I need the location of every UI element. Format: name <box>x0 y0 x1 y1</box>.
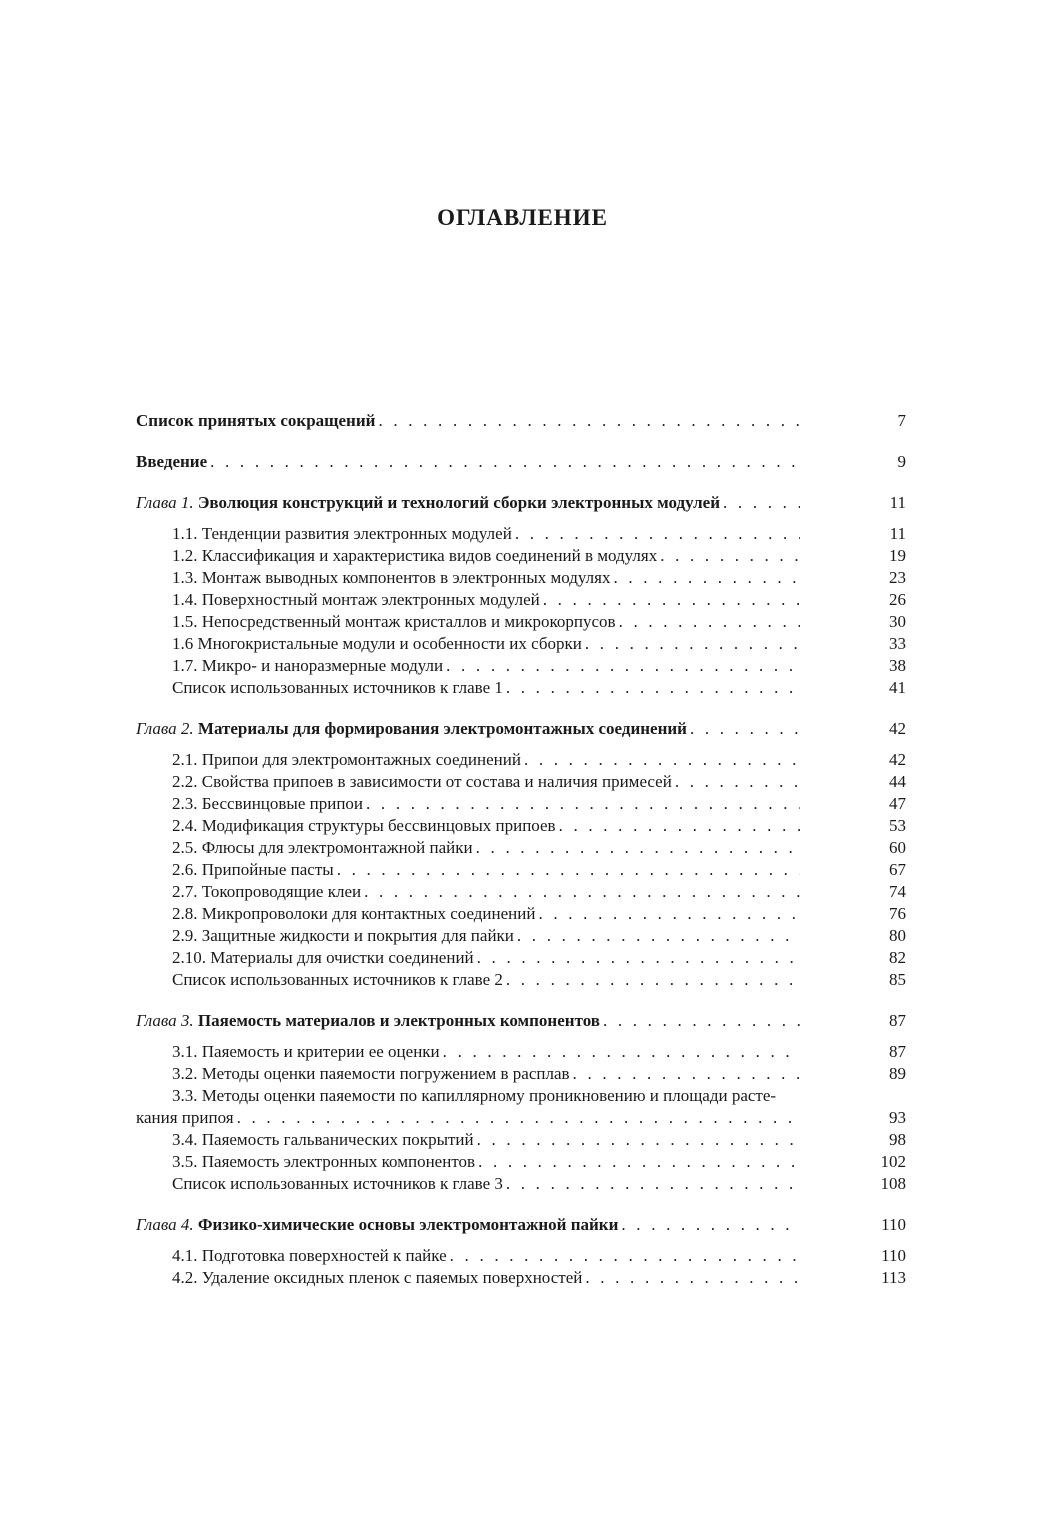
leader-dots <box>476 837 800 859</box>
toc-page-number: 93 <box>889 1108 906 1127</box>
toc-section-label: 2.1. Припои для электромонтажных соединений <box>172 750 521 769</box>
toc-page-number: 110 <box>881 1215 906 1234</box>
toc-page-number: 33 <box>889 634 906 653</box>
toc-section[interactable] <box>136 567 906 589</box>
toc-page-number: 87 <box>889 1011 906 1030</box>
leader-dots <box>366 793 800 815</box>
toc-section[interactable] <box>136 815 906 837</box>
toc-section[interactable] <box>136 1267 906 1289</box>
leader-dots <box>660 545 800 567</box>
toc-section-label: 4.2. Удаление оксидных пленок с паяемых поверхностей <box>172 1268 583 1287</box>
toc-section-label: 2.4. Модификация структуры бессвинцовых припоев <box>172 816 556 835</box>
leader-dots <box>506 1173 800 1195</box>
toc-page-number: 19 <box>889 546 906 565</box>
toc-section-label: 2.5. Флюсы для электромонтажной пайки <box>172 838 473 857</box>
toc-page-number: 60 <box>889 838 906 857</box>
toc-section[interactable] <box>136 793 906 815</box>
toc-section-label: Список использованных источников к главе 3 <box>172 1174 503 1193</box>
leader-dots <box>443 1041 800 1063</box>
toc-page-number: 98 <box>889 1130 906 1149</box>
leader-dots <box>446 655 800 677</box>
table-of-contents <box>136 410 906 1289</box>
toc-page-number: 30 <box>889 612 906 631</box>
toc-section-label: Список использованных источников к главе 2 <box>172 970 503 989</box>
toc-section-label: 3.2. Методы оценки паяемости погружением в расплав <box>172 1064 570 1083</box>
toc-section-label: 1.1. Тенденции развития электронных модулей <box>172 524 512 543</box>
leader-dots <box>237 1107 800 1129</box>
toc-section-label: 4.1. Подготовка поверхностей к пайке <box>172 1246 447 1265</box>
toc-section-label: 2.10. Материалы для очистки соединений <box>172 948 474 967</box>
toc-section[interactable] <box>136 837 906 859</box>
toc-page-number: 42 <box>889 719 906 738</box>
toc-section-label: 1.5. Непосредственный монтаж кристаллов и микрокорпусов <box>172 612 616 631</box>
toc-section-label: 1.7. Микро- и наноразмерные модули <box>172 656 444 675</box>
toc-chapter-3[interactable] <box>136 1010 906 1032</box>
toc-page-number: 47 <box>889 794 906 813</box>
toc-chapter-1[interactable] <box>136 492 906 514</box>
toc-page-number: 82 <box>889 948 906 967</box>
leader-dots <box>506 677 800 699</box>
toc-section-label: 3.3. Методы оценки паяемости по капиллярному проникновению и площади расте- <box>172 1086 777 1105</box>
leader-dots <box>603 1010 800 1032</box>
leader-dots <box>573 1063 800 1085</box>
toc-section-label: 3.4. Паяемость гальванических покрытий <box>172 1130 474 1149</box>
toc-chapter-4[interactable] <box>136 1214 906 1236</box>
toc-section[interactable] <box>136 859 906 881</box>
toc-page-number: 85 <box>889 970 906 989</box>
toc-section[interactable] <box>136 749 906 771</box>
toc-page-number: 76 <box>889 904 906 923</box>
leader-dots <box>559 815 800 837</box>
toc-page-number: 67 <box>889 860 906 879</box>
page-title: ОГЛАВЛЕНИЕ <box>437 205 608 230</box>
toc-page-number: 11 <box>889 493 906 512</box>
toc-page-number: 80 <box>889 926 906 945</box>
toc-section[interactable] <box>136 523 906 545</box>
toc-section[interactable] <box>136 881 906 903</box>
toc-page-number: 102 <box>880 1152 906 1171</box>
chapter-title: Эволюция конструкций и технологий сборки электронных модулей <box>197 493 721 512</box>
toc-section-label: 3.1. Паяемость и критерии ее оценки <box>172 1042 440 1061</box>
toc-section[interactable] <box>136 545 906 567</box>
toc-page-number: 41 <box>889 678 906 697</box>
toc-entry-label: Список принятых сокращений <box>136 411 376 430</box>
toc-section-continuation[interactable] <box>136 1107 906 1129</box>
toc-page-number: 74 <box>889 882 906 901</box>
toc-page-number: 108 <box>880 1174 906 1193</box>
toc-section[interactable] <box>136 1129 906 1151</box>
toc-section[interactable] <box>136 655 906 677</box>
toc-section[interactable] <box>136 903 906 925</box>
leader-dots <box>613 567 800 589</box>
toc-section-label: 2.3. Бессвинцовые припои <box>172 794 364 813</box>
toc-page-number: 110 <box>881 1246 906 1265</box>
toc-section-label: 1.2. Классификация и характеристика видов соединений в модулях <box>172 546 658 565</box>
toc-section[interactable] <box>136 771 906 793</box>
toc-entry-introduction[interactable] <box>136 451 906 473</box>
leader-dots <box>337 859 800 881</box>
toc-section[interactable] <box>136 589 906 611</box>
toc-section-label: 2.8. Микропроволоки для контактных соединений <box>172 904 536 923</box>
leader-dots <box>515 523 800 545</box>
toc-section[interactable] <box>136 1173 906 1195</box>
chapter-title: Материалы для формирования электромонтажных соединений <box>197 719 687 738</box>
toc-section[interactable] <box>136 969 906 991</box>
leader-dots <box>675 771 800 793</box>
toc-section[interactable] <box>136 1151 906 1173</box>
leader-dots <box>585 1267 800 1289</box>
leader-dots <box>585 633 800 655</box>
toc-section-label: 3.5. Паяемость электронных компонентов <box>172 1152 476 1171</box>
chapter-prefix: Глава 2. <box>136 719 194 738</box>
chapter-prefix: Глава 3. <box>136 1011 194 1030</box>
toc-section[interactable] <box>136 633 906 655</box>
leader-dots <box>506 969 800 991</box>
leader-dots <box>364 881 800 903</box>
chapter-title: Физико-химические основы электромонтажной пайки <box>197 1215 619 1234</box>
toc-page-number: 23 <box>889 568 906 587</box>
toc-page-number: 11 <box>889 524 906 543</box>
toc-section[interactable] <box>136 947 906 969</box>
chapter-prefix: Глава 1. <box>136 493 194 512</box>
toc-section-label: 2.7. Токопроводящие клеи <box>172 882 362 901</box>
toc-entry-abbreviations[interactable] <box>136 410 906 432</box>
toc-chapter-2[interactable] <box>136 718 906 740</box>
toc-section[interactable] <box>136 1245 906 1267</box>
toc-page-number: 26 <box>889 590 906 609</box>
toc-section-wrapped[interactable] <box>136 1085 906 1107</box>
leader-dots <box>477 1129 800 1151</box>
leader-dots <box>524 749 800 771</box>
toc-page-number: 89 <box>889 1064 906 1083</box>
toc-page-number: 87 <box>889 1042 906 1061</box>
chapter-title: Паяемость материалов и электронных компонентов <box>197 1011 600 1030</box>
toc-section[interactable] <box>136 1063 906 1085</box>
toc-section[interactable] <box>136 1041 906 1063</box>
toc-section-label: 2.6. Припойные пасты <box>172 860 334 879</box>
toc-page-number: 38 <box>889 656 906 675</box>
toc-section-label: 1.6 Многокристальные модули и особенности их сборки <box>172 634 582 653</box>
toc-section[interactable] <box>136 925 906 947</box>
toc-page-number: 113 <box>881 1268 906 1287</box>
leader-dots <box>478 1151 800 1173</box>
toc-section-label: 2.2. Свойства припоев в зависимости от состава и наличия примесей <box>172 772 672 791</box>
toc-section-label: Список использованных источников к главе 1 <box>172 678 503 697</box>
leader-dots <box>619 611 800 633</box>
toc-section-label-continued: кания припоя <box>136 1108 234 1127</box>
leader-dots <box>543 589 800 611</box>
toc-page-number: 42 <box>889 750 906 769</box>
leader-dots <box>538 903 800 925</box>
chapter-prefix: Глава 4. <box>136 1215 194 1234</box>
toc-page-number: 53 <box>889 816 906 835</box>
toc-page-number: 7 <box>897 411 906 430</box>
leader-dots <box>210 451 800 473</box>
leader-dots <box>690 718 800 740</box>
leader-dots <box>450 1245 800 1267</box>
toc-page-number: 44 <box>889 772 906 791</box>
toc-section-label: 1.4. Поверхностный монтаж электронных модулей <box>172 590 540 609</box>
toc-section-label: 2.9. Защитные жидкости и покрытия для пайки <box>172 926 514 945</box>
leader-dots <box>477 947 800 969</box>
leader-dots <box>621 1214 800 1236</box>
leader-dots <box>378 410 800 432</box>
toc-section[interactable] <box>136 677 906 699</box>
toc-section[interactable] <box>136 611 906 633</box>
toc-section-label: 1.3. Монтаж выводных компонентов в электронных модулях <box>172 568 611 587</box>
toc-entry-label: Введение <box>136 452 208 471</box>
leader-dots <box>723 492 800 514</box>
leader-dots <box>517 925 800 947</box>
toc-page-number: 9 <box>897 452 906 471</box>
